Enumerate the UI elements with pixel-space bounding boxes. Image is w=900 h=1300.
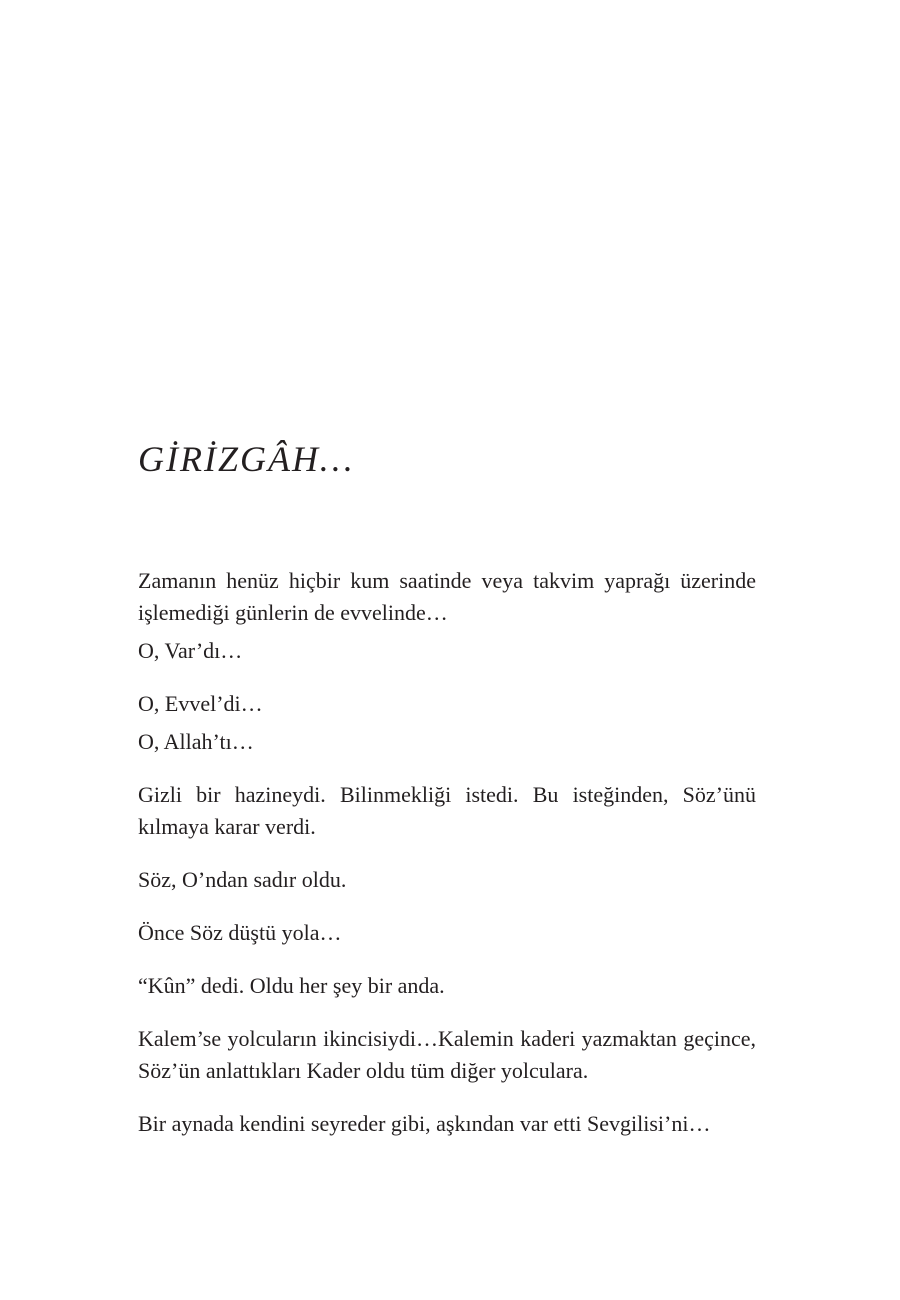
paragraph-5: Gizli bir hazineydi. Bilinmekliği istedi. Bu isteğinden, Söz’ünü kılmaya karar verdi. [138,782,756,839]
paragraph-8: “Kûn” dedi. Oldu her şey bir anda. [138,973,445,998]
paragraph-2: O, Var’dı… [138,638,243,663]
paragraph-6: Söz, O’ndan sadır oldu. [138,867,347,892]
chapter-body [138,565,756,1140]
chapter-title: GİRİZGÂH… [138,439,354,479]
paragraph-1: Zamanın henüz hiçbir kum saatinde veya takvim yaprağı üzerinde işlemediği günlerin de evvelinde… [138,568,756,625]
paragraph-9: Kalem’se yolcuların ikincisiydi…Kalemin kaderi yazmaktan geçince, Söz’ün anlattıkları Kader oldu tüm diğer yolculara. [138,1026,756,1083]
paragraph-10: Bir aynada kendini seyreder gibi, aşkından var etti Sevgilisi’ni… [138,1111,711,1136]
paragraph-4: O, Allah’tı… [138,729,254,754]
paragraph-3: O, Evvel’di… [138,691,263,716]
paragraph-7: Önce Söz düştü yola… [138,920,342,945]
